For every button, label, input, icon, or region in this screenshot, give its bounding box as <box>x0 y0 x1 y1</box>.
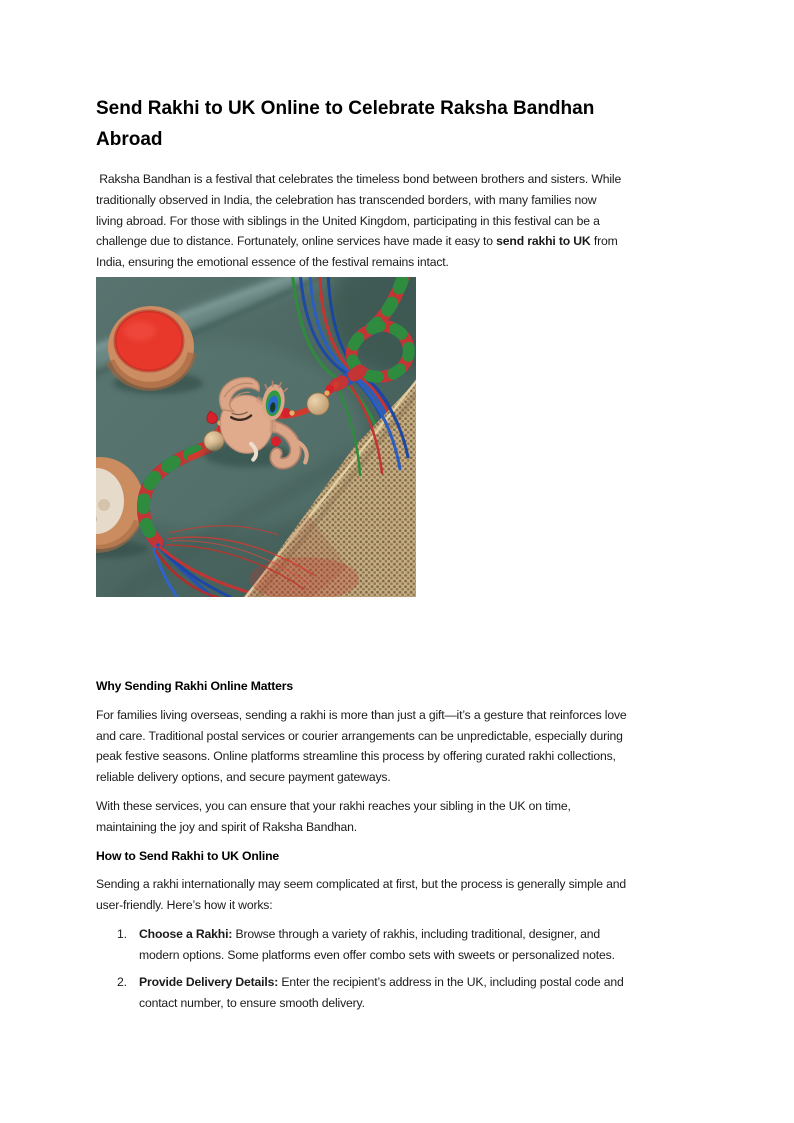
list-item-choose-rakhi <box>96 924 698 966</box>
text-line: India, ensuring the emotional essence of the festival remains intact. <box>96 255 449 270</box>
text-line: For families living overseas, sending a rakhi is more than just a gift—it’s a gesture that reinforces love <box>96 707 627 722</box>
article-image <box>96 277 416 597</box>
text-run: from <box>590 234 618 249</box>
title-line: Send Rakhi to UK Online to Celebrate Raksha Bandhan <box>96 98 595 119</box>
text-run: Enter the recipient’s address in the UK, including postal code and <box>278 975 624 990</box>
list-item-delivery-details <box>96 972 698 1014</box>
text-line: peak festive seasons. Online platforms streamline this process by offering curated rakhi collections, <box>96 749 616 764</box>
list-number: 2. <box>117 975 127 990</box>
paragraph-on-time-delivery <box>96 796 698 838</box>
text-run: challenge due to distance. Fortunately, online services have made it easy to <box>96 234 497 249</box>
text-line: maintaining the joy and spirit of Raksha Bandhan. <box>96 819 357 834</box>
title-line: Abroad <box>96 129 163 150</box>
text-line: modern options. Some platforms even offer combo sets with sweets or personalized notes. <box>139 947 615 962</box>
bold-keyword: send rakhi to UK <box>496 234 591 249</box>
text-line <box>96 231 698 252</box>
text-line: With these services, you can ensure that your rakhi reaches your sibling in the UK on time, <box>96 798 571 813</box>
text-line: user-friendly. Here’s how it works: <box>96 898 273 913</box>
text-line <box>139 972 698 993</box>
section-heading-why-online-matters: Why Sending Rakhi Online Matters <box>96 678 293 693</box>
text-line: Sending a rakhi internationally may seem complicated at first, but the process is generally simple and <box>96 877 627 892</box>
text-line: living abroad. For those with siblings in the United Kingdom, participating in this festival can be a <box>96 213 600 228</box>
intro-paragraph <box>96 169 698 273</box>
text-line: contact number, to ensure smooth delivery. <box>139 995 365 1010</box>
section-heading-how-to-send: How to Send Rakhi to UK Online <box>96 848 280 863</box>
text-line: reliable delivery options, and secure payment gateways. <box>96 770 391 785</box>
step-label: Choose a Rakhi: <box>139 926 233 941</box>
text-line: Raksha Bandhan is a festival that celebrates the timeless bond between brothers and sisters. While <box>96 172 622 186</box>
text-line: traditionally observed in India, the celebration has transcended borders, with many families now <box>96 192 597 207</box>
text-line <box>139 924 698 945</box>
steps-list <box>96 924 698 1014</box>
text-line: and care. Traditional postal services or courier arrangements can be unpredictable, especially during <box>96 728 623 743</box>
page-title <box>96 93 698 155</box>
paragraph-online-matters <box>96 705 698 788</box>
list-number: 1. <box>117 926 127 941</box>
paragraph-how-it-works <box>96 874 698 916</box>
text-run: Browse through a variety of rakhis, including traditional, designer, and <box>232 926 601 941</box>
step-label: Provide Delivery Details: <box>139 975 279 990</box>
rakhi-photo <box>96 277 416 597</box>
